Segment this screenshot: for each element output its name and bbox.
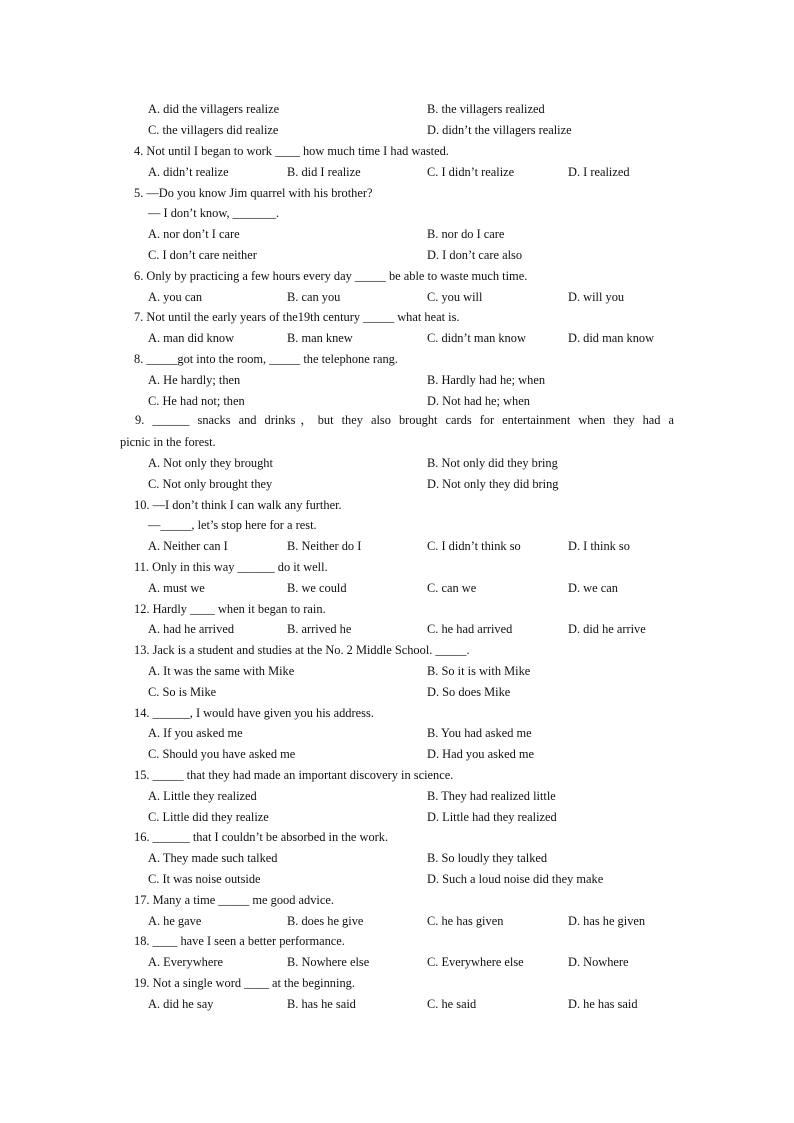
option-c[interactable]: C. I didn’t think so	[427, 539, 521, 553]
option-c[interactable]: C. he had arrived	[427, 622, 513, 636]
question-6-stem: 6. Only by practicing a few hours every day _____ be able to waste much time.	[134, 269, 528, 283]
question-5-stem: 5. —Do you know Jim quarrel with his brother?	[134, 186, 373, 200]
option-row	[0, 101, 794, 118]
option-a[interactable]: A. Everywhere	[148, 955, 223, 969]
option-c[interactable]: C. I don’t care neither	[148, 248, 257, 262]
question-9-stem-continued: picnic in the forest.	[120, 435, 216, 449]
option-b[interactable]: B. So loudly they talked	[427, 851, 548, 865]
option-row	[0, 122, 794, 139]
question-11-stem: 11. Only in this way ______ do it well.	[134, 560, 328, 574]
option-b[interactable]: B. So it is with Mike	[427, 664, 531, 678]
question-7-options	[0, 330, 794, 347]
option-c[interactable]: C. I didn’t realize	[427, 165, 515, 179]
option-b[interactable]: B. arrived he	[287, 622, 352, 636]
option-d[interactable]: D. Such a loud noise did they make	[427, 872, 604, 886]
option-b[interactable]: B. Not only did they bring	[427, 456, 558, 470]
option-d[interactable]: D. did man know	[568, 331, 655, 345]
option-b[interactable]: B. can you	[287, 290, 341, 304]
question-12-options	[0, 621, 794, 638]
question-11-options	[0, 580, 794, 597]
question-16-options	[0, 871, 794, 888]
option-a[interactable]: A. man did know	[148, 331, 235, 345]
option-b[interactable]: B. Nowhere else	[287, 955, 370, 969]
question-5-options	[0, 226, 794, 243]
option-a[interactable]: A. he gave	[148, 914, 202, 928]
option-c[interactable]: C. the villagers did realize	[148, 123, 279, 137]
option-c[interactable]: C. Everywhere else	[427, 955, 524, 969]
question-17-options	[0, 913, 794, 930]
option-d[interactable]: D. I don’t care also	[427, 248, 523, 262]
option-c[interactable]: C. Should you have asked me	[148, 747, 296, 761]
question-9-options	[0, 455, 794, 472]
option-b[interactable]: B. nor do I care	[427, 227, 505, 241]
option-d[interactable]: D. did he arrive	[568, 622, 646, 636]
question-18-options	[0, 954, 794, 971]
option-c[interactable]: C. So is Mike	[148, 685, 217, 699]
option-a[interactable]: A. you can	[148, 290, 203, 304]
option-b[interactable]: B. the villagers realized	[427, 102, 545, 116]
question-7-stem: 7. Not until the early years of the19th century _____ what heat is.	[134, 310, 460, 324]
question-13-stem: 13. Jack is a student and studies at the No. 2 Middle School. _____.	[134, 643, 470, 657]
option-a[interactable]: A. Neither can I	[148, 539, 228, 553]
option-d[interactable]: D. Not had he; when	[427, 394, 530, 408]
option-c[interactable]: C. he said	[427, 997, 477, 1011]
option-a[interactable]: A. had he arrived	[148, 622, 235, 636]
question-14-stem: 14. ______, I would have given you his address.	[134, 706, 374, 720]
question-8-stem: 8. _____got into the room, _____ the telephone rang.	[134, 352, 398, 366]
option-d[interactable]: D. Not only they did bring	[427, 477, 559, 491]
option-d[interactable]: D. I realized	[568, 165, 630, 179]
option-a[interactable]: A. It was the same with Mike	[148, 664, 295, 678]
option-d[interactable]: D. will you	[568, 290, 625, 304]
question-6-options	[0, 289, 794, 306]
option-b[interactable]: B. They had realized little	[427, 789, 556, 803]
question-10-stem: 10. —I don’t think I can walk any further.	[134, 498, 342, 512]
option-a[interactable]: A. They made such talked	[148, 851, 278, 865]
question-16-stem: 16. ______ that I couldn’t be absorbed in the work.	[134, 830, 389, 844]
question-5-options	[0, 247, 794, 264]
option-d[interactable]: D. has he given	[568, 914, 646, 928]
option-d[interactable]: D. So does Mike	[427, 685, 511, 699]
option-c[interactable]: C. can we	[427, 581, 477, 595]
option-a[interactable]: A. Little they realized	[148, 789, 257, 803]
question-15-options	[0, 809, 794, 826]
option-c[interactable]: C. Not only brought they	[148, 477, 273, 491]
option-d[interactable]: D. we can	[568, 581, 618, 595]
option-a[interactable]: A. If you asked me	[148, 726, 243, 740]
option-c[interactable]: C. didn’t man know	[427, 331, 526, 345]
option-b[interactable]: B. did I realize	[287, 165, 361, 179]
option-c[interactable]: C. It was noise outside	[148, 872, 261, 886]
option-c[interactable]: C. you will	[427, 290, 483, 304]
question-12-stem: 12. Hardly ____ when it began to rain.	[134, 602, 326, 616]
question-8-options	[0, 372, 794, 389]
option-c[interactable]: C. Little did they realize	[148, 810, 269, 824]
question-10-reply: —_____, let’s stop here for a rest.	[148, 518, 317, 532]
option-d[interactable]: D. Little had they realized	[427, 810, 557, 824]
option-d[interactable]: D. didn’t the villagers realize	[427, 123, 572, 137]
option-d[interactable]: D. he has said	[568, 997, 638, 1011]
question-19-stem: 19. Not a single word ____ at the beginning.	[134, 976, 355, 990]
option-a[interactable]: A. did he say	[148, 997, 214, 1011]
question-13-options	[0, 684, 794, 701]
option-a[interactable]: A. did the villagers realize	[148, 102, 280, 116]
question-15-options	[0, 788, 794, 805]
option-a[interactable]: A. He hardly; then	[148, 373, 241, 387]
option-d[interactable]: D. I think so	[568, 539, 630, 553]
option-c[interactable]: C. He had not; then	[148, 394, 245, 408]
option-d[interactable]: D. Had you asked me	[427, 747, 535, 761]
question-17-stem: 17. Many a time _____ me good advice.	[134, 893, 334, 907]
option-b[interactable]: B. Hardly had he; when	[427, 373, 546, 387]
question-4-stem: 4. Not until I began to work ____ how much time I had wasted.	[134, 144, 449, 158]
option-a[interactable]: A. nor don’t I care	[148, 227, 240, 241]
option-b[interactable]: B. does he give	[287, 914, 364, 928]
option-b[interactable]: B. Neither do I	[287, 539, 362, 553]
question-15-stem: 15. _____ that they had made an important discovery in science.	[134, 768, 454, 782]
question-9-stem: 9. ______ snacks and drinks，but they also brought cards for entertainment when they had a	[135, 413, 674, 427]
question-19-options	[0, 996, 794, 1013]
option-a[interactable]: A. didn’t realize	[148, 165, 229, 179]
option-c[interactable]: C. he has given	[427, 914, 504, 928]
question-14-options	[0, 746, 794, 763]
question-13-options	[0, 663, 794, 680]
option-a[interactable]: A. must we	[148, 581, 205, 595]
question-9-options	[0, 476, 794, 493]
question-4-options	[0, 164, 794, 181]
question-18-stem: 18. ____ have I seen a better performance.	[134, 934, 345, 948]
question-16-options	[0, 850, 794, 867]
option-b[interactable]: B. we could	[287, 581, 347, 595]
question-14-options	[0, 725, 794, 742]
option-b[interactable]: B. man knew	[287, 331, 353, 345]
question-10-options	[0, 538, 794, 555]
question-8-options	[0, 393, 794, 410]
option-a[interactable]: A. Not only they brought	[148, 456, 273, 470]
question-5-reply: — I don’t know, _______.	[148, 206, 280, 220]
option-b[interactable]: B. has he said	[287, 997, 356, 1011]
option-b[interactable]: B. You had asked me	[427, 726, 532, 740]
option-d[interactable]: D. Nowhere	[568, 955, 629, 969]
